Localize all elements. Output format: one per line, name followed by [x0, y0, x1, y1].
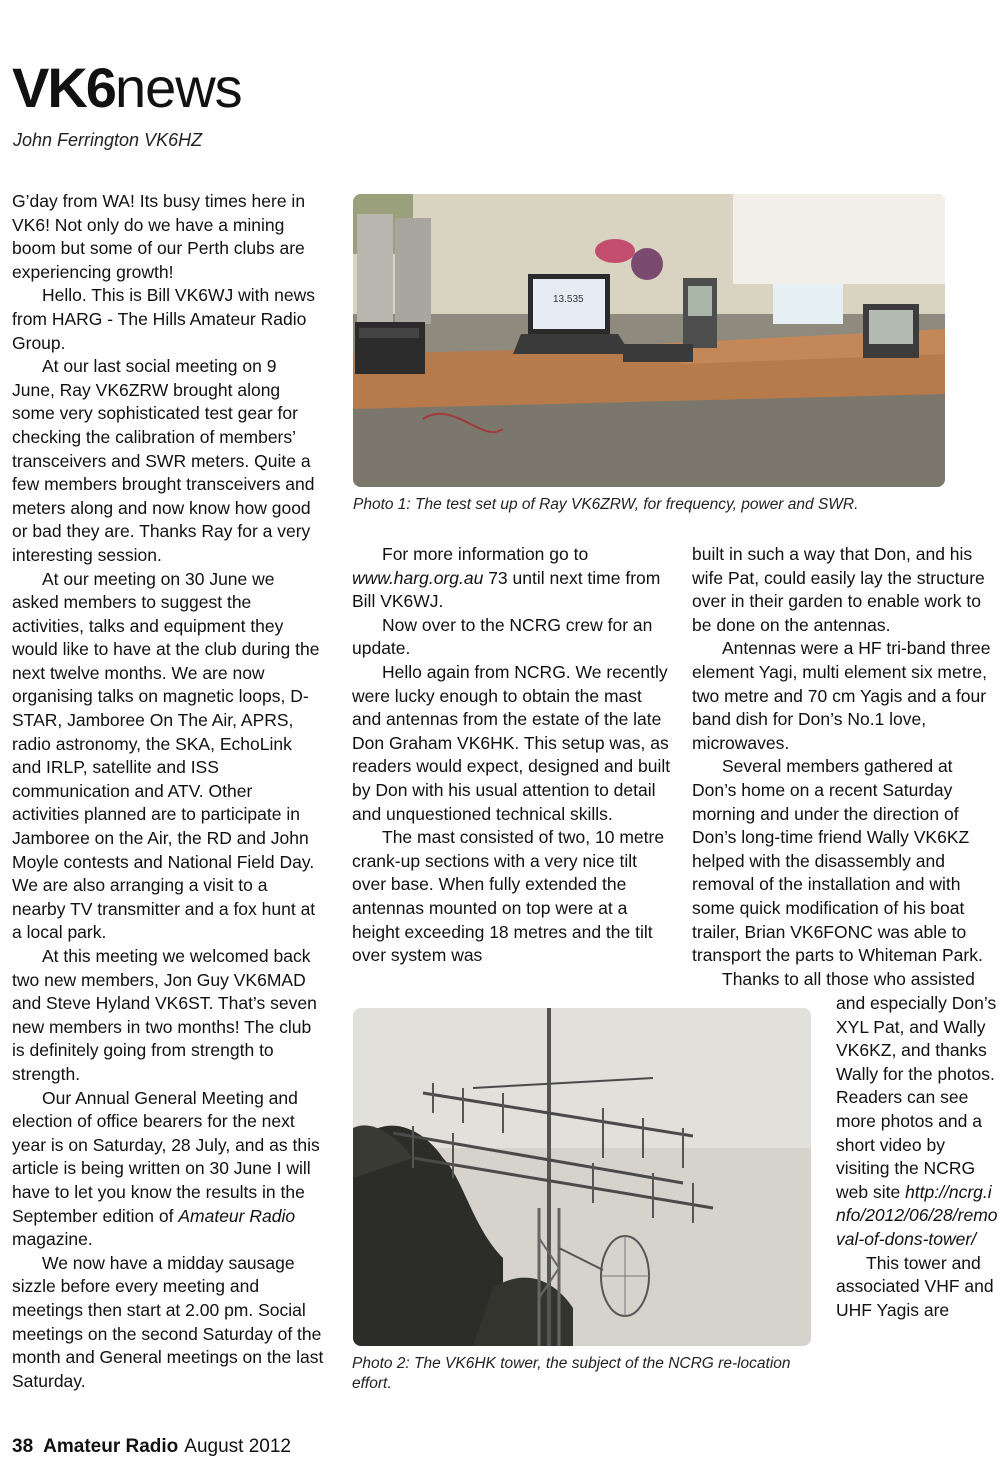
photo-test-setup-illustration: [353, 194, 945, 487]
paragraph: Now over to the NCRG crew for an update.: [352, 614, 653, 659]
page-title: [12, 58, 242, 118]
paragraph: Hello again from NCRG. We recently were lucky enough to obtain the mast and antennas from the estate of the late Don Graham VK6HK. This setup was, as readers would expect, designed and built by Don with his usual attention to detail and unquestioned technical skills.: [352, 661, 671, 824]
article-column-2: [352, 543, 672, 968]
paragraph-text: For more information go to: [382, 544, 589, 564]
paragraph: built in such a way that Don, and his wife Pat, could easily lay the structure over in their garden to enable work to be done on the antennas.: [692, 544, 985, 635]
paragraph: We now have a midday sausage sizzle before every meeting and meetings then start at 2.00 pm. Social meetings on the second Saturday of the month and General meetings on the last Saturday.: [12, 1252, 324, 1391]
magazine-name: Amateur Radio: [43, 1436, 179, 1457]
magazine-title-inline: Amateur Radio: [178, 1205, 296, 1226]
page-footer: [12, 1436, 291, 1458]
paragraph: [12, 1087, 324, 1252]
title-light: news: [114, 56, 242, 119]
paragraph-text: 73 until next time from Bill VK6WJ.: [352, 567, 661, 612]
paragraph-text: and especially Don’s XYL Pat, and Wally VK6KZ, and thanks Wally for the photos. Readers can see more photos and a short video by visiting the NCRG web site: [836, 993, 997, 1202]
photo-caption: Photo 2: The VK6HK tower, the subject of the NCRG re-location effort.: [352, 1355, 791, 1392]
paragraph-text: Our Annual General Meeting and election of office bearers for the next year is on Saturday, 28 July, and as this article is being written on 30 June I will have to let you know the results in the September edition of: [12, 1087, 320, 1226]
article-column-3: [692, 543, 996, 991]
paragraph: [352, 543, 672, 614]
page-number: 38: [12, 1436, 34, 1457]
photo-caption: Photo 1: The test set up of Ray VK6ZRW, for frequency, power and SWR.: [353, 496, 859, 513]
paragraph: At our meeting on 30 June we asked members to suggest the activities, talks and equipment they would like to have at the club during the next twelve months. We are now organising talks on magnetic loops, D-STAR, Jamboree On The Air, APRS, radio astronomy, the SKA, EchoLink and IRLP, satellite and ISS communication and ATV. Other activities planned are to participate in Jamboree on the Air, the RD and John Moyle contests and National Field Day. We are also arranging a visit to a nearby TV transmitter and a fox hunt at a local park.: [12, 568, 320, 943]
website-link[interactable]: www.harg.org.au: [352, 567, 484, 588]
website-link[interactable]: http://ncrg.info/2012/06/28/removal-of-dons-tower/: [836, 1181, 998, 1249]
paragraph-text: magazine.: [12, 1229, 93, 1250]
title-bold: VK6: [12, 56, 115, 119]
photo-tower-illustration: [353, 1008, 811, 1346]
paragraph: At this meeting we welcomed back two new members, Jon Guy VK6MAD and Steve Hyland VK6ST. That’s seven new members in two months! The club is definitely going from strength to strength.: [12, 946, 317, 1084]
paragraph: G’day from WA! Its busy times here in VK6! Not only do we have a mining boom but some of our Perth clubs are experiencing growth!: [12, 191, 306, 282]
paragraph: This tower and associated VHF and UHF Yagis are: [836, 1252, 994, 1320]
photo-tower: [353, 1008, 811, 1346]
paragraph: Several members gathered at Don’s home on a recent Saturday morning and under the direction of Don’s long-time friend Wally VK6KZ helped with the disassembly and removal of the installation and with some quick modification of his boat trailer, Brian VK6FONC was able to transport the parts to Whiteman Park.: [692, 756, 983, 966]
paragraph: Thanks to all those who assisted: [722, 968, 975, 989]
photo-test-setup: [353, 194, 945, 487]
issue-date: August 2012: [184, 1436, 291, 1457]
article-column-1: [12, 190, 324, 1393]
byline: John Ferrington VK6HZ: [13, 130, 203, 150]
paragraph: [836, 992, 998, 1252]
paragraph: At our last social meeting on 9 June, Ray VK6ZRW brought along some very sophisticated test gear for checking the calibration of members’ transceivers and SWR meters. Quite a few members brought transceivers and meters along and now know how good or bad they are. Thanks Ray for a very interesting session.: [12, 356, 315, 565]
laptop-screen-text: 13.535: [553, 294, 584, 305]
paragraph: Hello. This is Bill VK6WJ with news from HARG - The Hills Amateur Radio Group.: [12, 285, 315, 353]
article-column-3-continued: [836, 992, 998, 1322]
paragraph: Antennas were a HF tri-band three element Yagi, multi element six metre, two metre and 70 cm Yagis and a four band dish for Don’s No.1 love, microwaves.: [692, 638, 991, 753]
paragraph: The mast consisted of two, 10 metre crank-up sections with a very nice tilt over base. When fully extended the antennas mounted on top were at a height exceeding 18 metres and the tilt over system was: [352, 827, 665, 966]
